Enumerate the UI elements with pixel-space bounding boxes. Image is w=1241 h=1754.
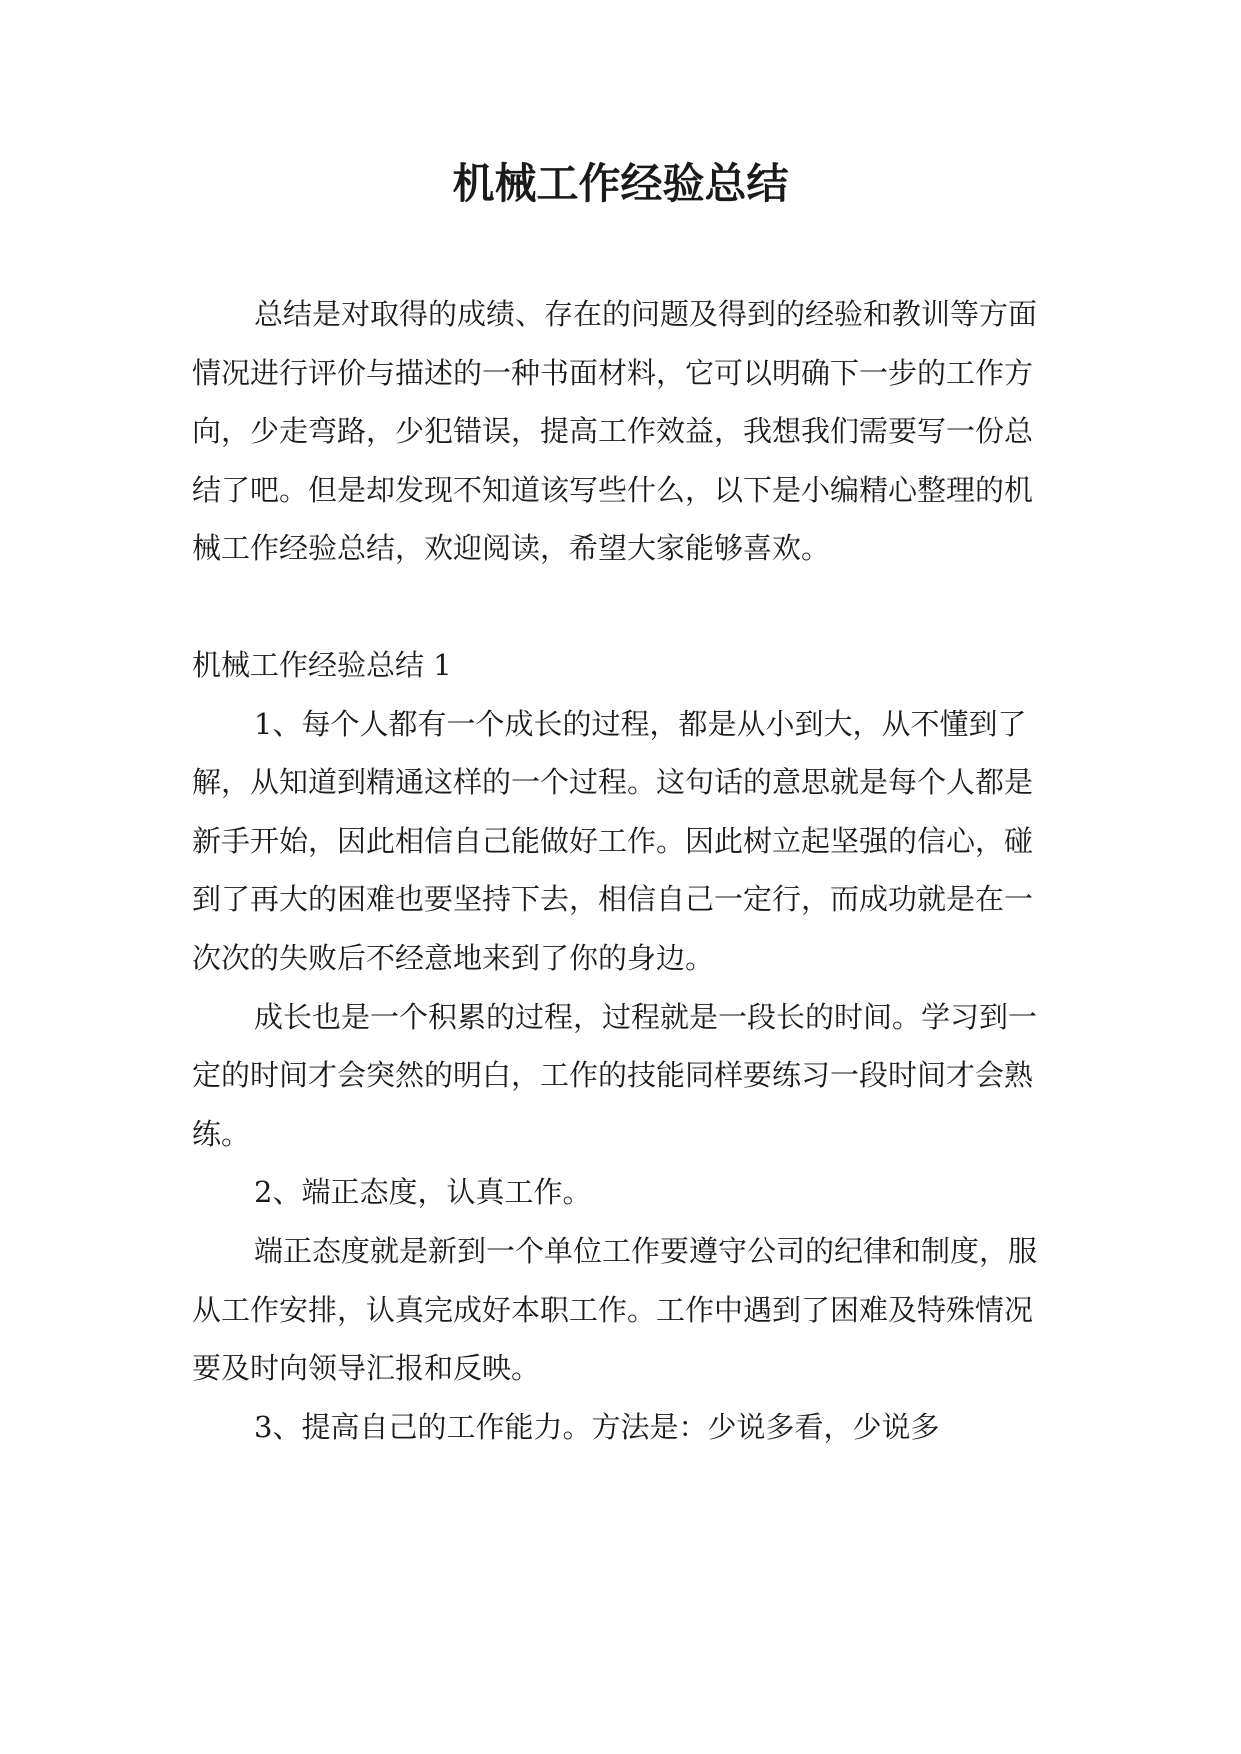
intro-paragraph: 总结是对取得的成绩、存在的问题及得到的经验和教训等方面情况进行评价与描述的一种书面材料，它可以明确下一步的工作方向，少走弯路，少犯错误，提高工作效益，我想我们需要写一份总结了吧。但是却发现不知道该写些什么，以下是小编精心整理的机械工作经验总结，欢迎阅读，希望大家能够喜欢。 xyxy=(192,297,1038,566)
document-body xyxy=(192,285,1052,1456)
body-paragraph: 端正态度就是新到一个单位工作要遵守公司的纪律和制度，服从工作安排，认真完成好本职工作。工作中遇到了困难及特殊情况要及时向领导汇报和反映。 xyxy=(192,1233,1038,1386)
section-heading: 机械工作经验总结 1 xyxy=(192,647,452,682)
body-paragraph: 成长也是一个积累的过程，过程就是一段长的时间。学习到一定的时间才会突然的明白，工作的技能同样要练习一段时间才会熟练。 xyxy=(192,999,1038,1151)
body-paragraph: 3、提高自己的工作能力。方法是：少说多看，少说多 xyxy=(254,1409,940,1444)
document-title: 机械工作经验总结 xyxy=(452,159,789,208)
body-paragraph: 2、端正态度，认真工作。 xyxy=(254,1175,592,1210)
body-paragraph: 1、每个人都有一个成长的过程，都是从小到大，从不懂到了解，从知道到精通这样的一个过程。这句话的意思就是每个人都是新手开始，因此相信自己能做好工作。因此树立起坚强的信心，碰到了再大的困难也要坚持下去，相信自己一定行，而成功就是在一次次的失败后不经意地来到了你的身边。 xyxy=(192,706,1034,975)
